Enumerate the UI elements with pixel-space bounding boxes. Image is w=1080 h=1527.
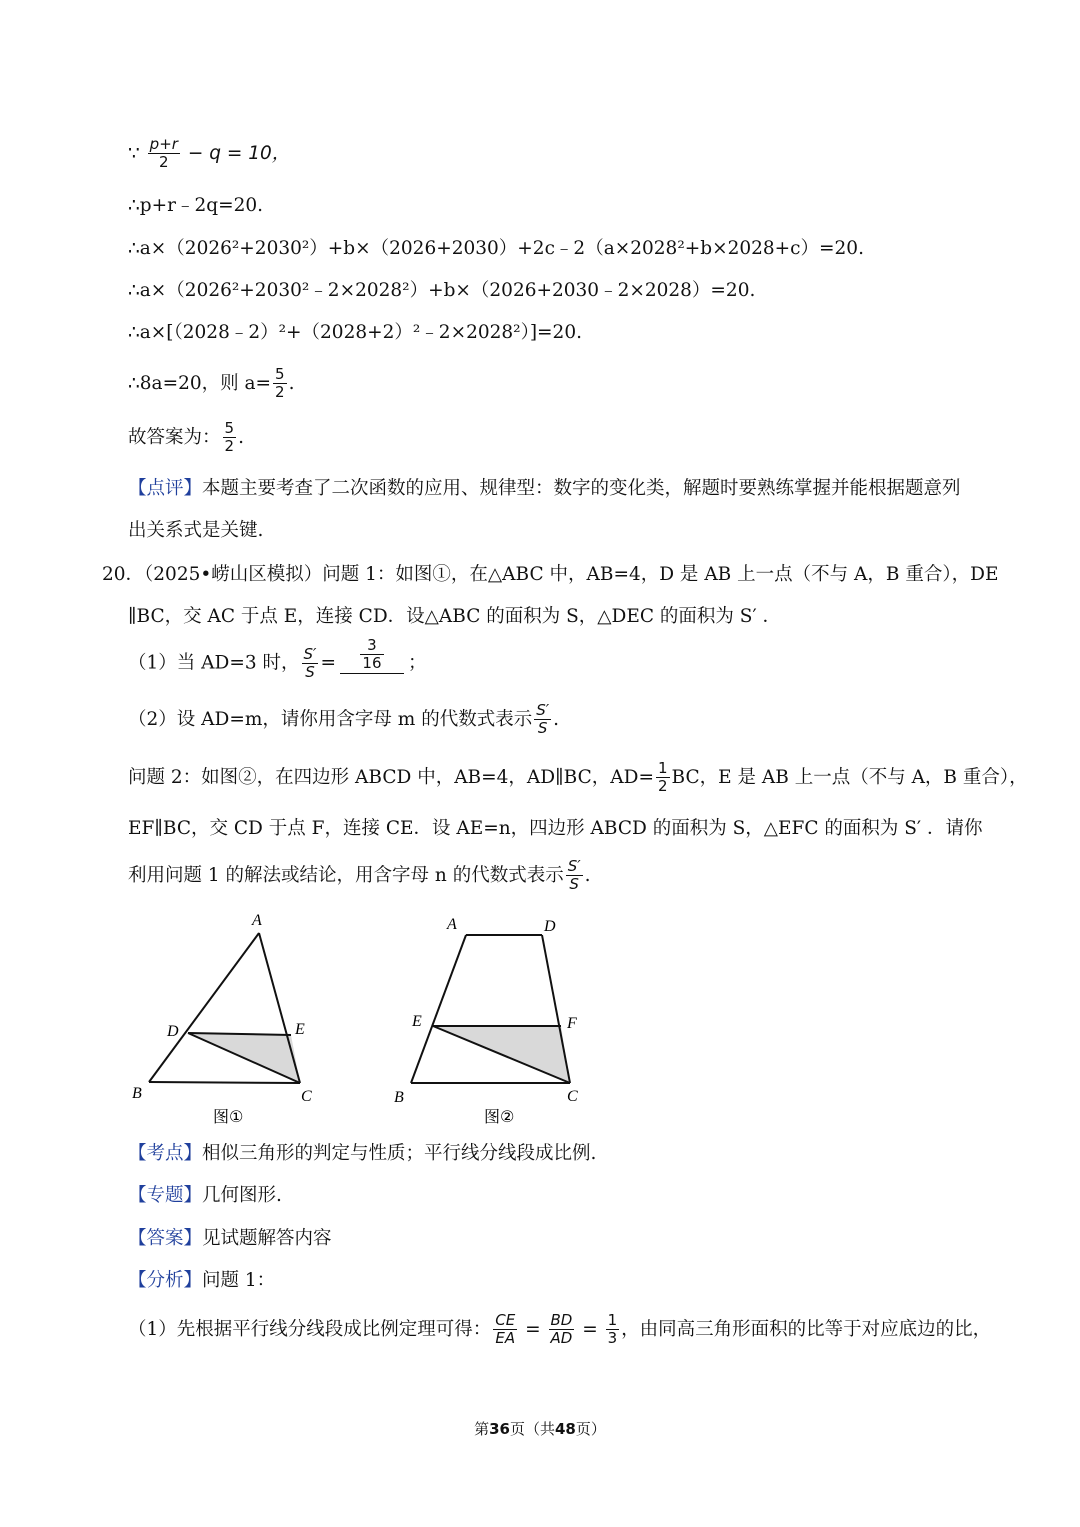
fraction-numerator: 5 [224,419,235,437]
fraction-1-over-3 [606,1312,620,1348]
zhuanti-text: 几何图形. [202,1185,282,1206]
equation-line-4: ∴a×（2026²+2030²﹣2×2028²）+b×（2026+2030﹣2×2028）=20. [128,280,756,301]
problem-20-line-2: ∥BC，交 AC 于点 E，连接 CD．设△ABC 的面积为 S，△DEC 的面积为 S′ ． [128,606,782,627]
caption-figure-1: 图① [213,1107,244,1126]
solution-step-1: （1）先根据平行线分线段成比例定理可得： $\frac{CE}{EA}$ = $\frac{BD}{AD}$ = $\frac{1}{3}$ ，由同高三角形面积的比等于对应底边的比， [128,1311,992,1348]
fraction-p-plus-r-over-2 [148,136,180,172]
equation-line-2: ∴p+r﹣2q=20. [128,195,263,216]
fraction-bd-over-ad [549,1312,575,1348]
figure-2-trapezoid [390,905,600,1130]
label-a: A [252,912,262,929]
because-symbol: ∵ [128,142,140,164]
fraction-numerator: 3 [367,636,377,654]
answer-fraction [360,637,383,673]
fraction-numerator: S′ [303,644,317,663]
equation-rest: − q = 10， [187,142,291,164]
kaodian-tag: 【考点】 [128,1143,203,1164]
equation-text: ∴8a=20，则 a= [128,372,272,394]
question-2-text: （2）设 AD=m，请你用含字母 m 的代数式表示 [128,708,533,730]
footer-pre: 第 [474,1420,490,1438]
fraction-denominator: S [534,719,551,737]
fenxi-tag: 【分析】 [128,1270,203,1291]
daan-tag: 【答案】 [128,1228,203,1249]
problem-2-text: 利用问题 1 的解法或结论，用含字母 n 的代数式表示 [128,864,564,886]
zhuanti-tag: 【专题】 [128,1185,203,1206]
solution-text-cont: ，由同高三角形面积的比等于对应底边的比， [621,1318,992,1340]
fraction-denominator: 2 [148,153,180,171]
fraction-numerator: 1 [657,759,668,777]
label-f: F [567,1015,577,1032]
label-e: E [295,1021,305,1038]
kaodian-text: 相似三角形的判定与性质；平行线分线段成比例. [202,1143,597,1164]
footer-post: 页） [575,1420,606,1438]
label-c: C [567,1088,578,1105]
fraction-denominator: 3 [607,1329,618,1348]
period: . [584,864,591,886]
fraction-5-over-2 [223,420,237,456]
footer-mid: 页（共 [509,1420,555,1438]
question-2 [128,702,559,738]
problem-2-line-1 [128,760,1028,796]
period: . [288,372,295,394]
label-e: E [412,1013,422,1030]
fraction-denominator: S [302,663,319,681]
equation-line-1 [128,136,290,172]
fraction-numerator: CE [495,1311,516,1329]
label-c: C [301,1088,312,1105]
question-1-text: （1）当 AD=3 时， [128,652,300,674]
fraction-numerator: BD [550,1311,573,1329]
question-1 [128,636,427,682]
kaodian-line [128,1145,596,1164]
line-ab [411,935,466,1083]
fraction-1-over-2 [656,760,670,796]
fenxi-line [128,1272,275,1291]
fraction-s-prime-over-s [534,702,551,738]
daan-text: 见试题解答内容 [202,1228,332,1249]
fraction-denominator: 2 [224,437,235,456]
zhuanti-line [128,1187,282,1206]
semicolon: ； [407,652,427,674]
problem-2-text: 问题 2：如图②，在四边形 ABCD 中，AB=4，AD∥BC，AD= [128,766,654,788]
fraction-numerator: 5 [275,365,285,383]
period: . [553,708,560,730]
fraction-numerator: 1 [607,1311,618,1329]
figure-1-triangle [125,905,335,1130]
problem-2-line-2: EF∥BC，交 CD 于点 F，连接 CE．设 AE=n，四边形 ABCD 的面积为 S，△EFC 的面积为 S′ ．请你 [128,818,983,839]
answer-blank [340,637,404,674]
answer-line [128,420,244,456]
total-pages: 48 [555,1420,576,1438]
page-footer [0,1418,1080,1439]
label-b: B [132,1085,142,1102]
fraction-denominator: 2 [275,383,285,402]
fraction-s-prime-over-s [566,858,583,894]
fraction-denominator: 16 [362,654,382,673]
equals-sign: = [320,652,336,674]
label-a: A [447,916,457,933]
comment-tag: 【点评】 [128,478,203,499]
label-d: D [167,1023,179,1040]
caption-figure-2: 图② [484,1107,515,1126]
fraction-numerator: p+r [149,135,178,153]
fenxi-text: 问题 1： [202,1270,276,1291]
fraction-ce-over-ea [493,1312,517,1348]
comment-line-1 [128,480,961,499]
fraction-denominator: S [566,875,583,893]
label-b: B [394,1089,404,1106]
problem-2-line-3 [128,858,591,894]
fraction-s-prime-over-s [302,646,319,682]
problem-2-text-cont: BC，E 是 AB 上一点（不与 A，B 重合）， [671,766,1028,788]
equation-line-3: ∴a×（2026²+2030²）+b×（2026+2030）+2c﹣2（a×2028²+b×2028+c）=20. [128,238,864,259]
current-page: 36 [489,1420,510,1438]
answer-label: 故答案为： [128,426,221,448]
line-ab [149,933,259,1082]
solution-text: （1）先根据平行线分线段成比例定理可得： [128,1318,492,1340]
fraction-denominator: AD [549,1329,575,1347]
comment-text: 本题主要考查了二次函数的应用、规律型：数字的变化类，解题时要熟练掌握并能根据题意列 [202,478,961,499]
fraction-5-over-2 [273,366,287,402]
fraction-numerator: S′ [567,857,581,875]
problem-20-line-1: 20．（2025•崂山区模拟）问题 1：如图①，在△ABC 中，AB=4，D 是 AB 上一点（不与 A，B 重合），DE [102,564,999,585]
fraction-denominator: EA [493,1329,517,1347]
daan-line [128,1230,332,1249]
equation-line-6 [128,366,294,402]
period: . [238,426,244,448]
comment-line-2: 出关系式是关键. [128,520,264,541]
equation-line-5: ∴a×[（2028﹣2）²+（2028+2）²﹣2×2028²）]=20. [128,322,582,343]
label-d: D [544,918,556,935]
fraction-numerator: S′ [536,701,550,719]
line-bc [149,1082,300,1083]
fraction-denominator: 2 [657,777,668,796]
